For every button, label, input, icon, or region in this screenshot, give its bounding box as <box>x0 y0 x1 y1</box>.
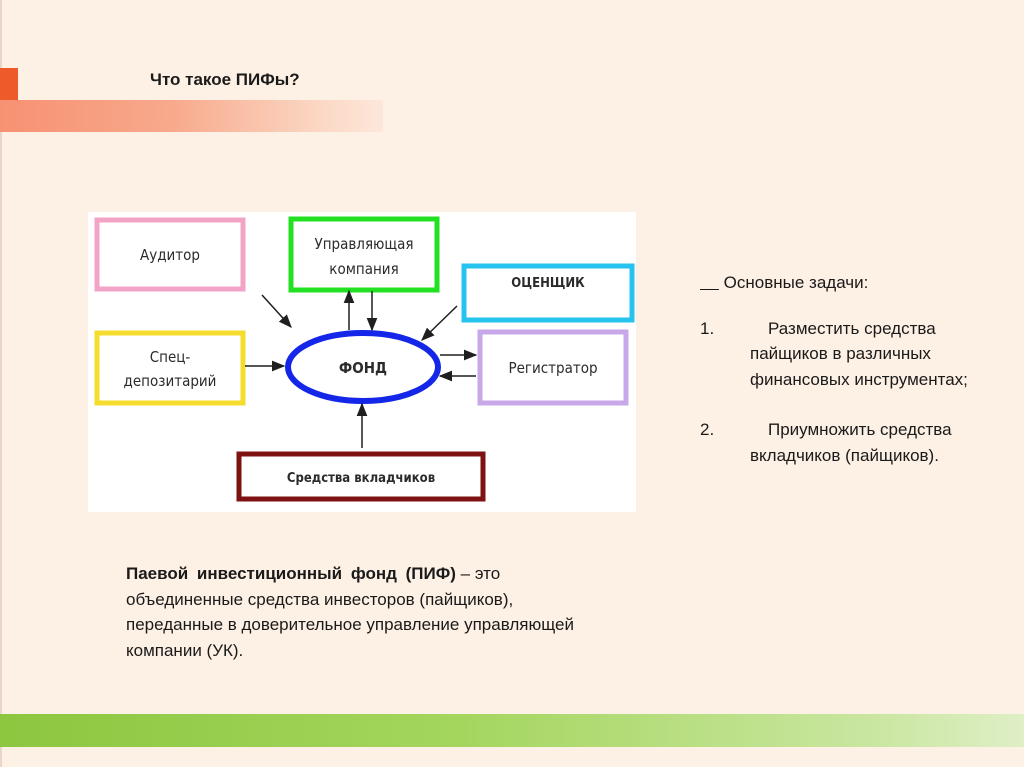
task-item <box>700 316 1010 393</box>
slide-title: Что такое ПИФы? <box>150 70 300 89</box>
task-item <box>700 417 1010 468</box>
node-depositary-box <box>97 333 243 403</box>
node-appraiser-box <box>464 266 632 320</box>
node-fund-label: ФОНД <box>338 359 388 377</box>
node-management-box <box>291 219 437 290</box>
task-text: Приумножить средства вкладчиков (пайщиков). <box>750 420 952 465</box>
tasks-heading <box>700 270 1010 296</box>
node-auditor <box>97 220 243 289</box>
pif-definition <box>126 561 606 663</box>
node-depositary-label-2: депозитарий <box>123 372 217 390</box>
arrow-auditor-to-fund <box>262 295 291 327</box>
node-investor-funds <box>239 454 483 499</box>
node-special-depositary <box>97 333 243 403</box>
footer-band <box>0 714 1024 747</box>
node-registrar <box>480 332 626 403</box>
node-fund <box>288 333 438 401</box>
definition-text: – это объединенные средства инвесторов (пайщиков), переданные в доверительное управление управляющей компании (УК). <box>126 564 574 660</box>
definition-term: Паевой инвестиционный фонд (ПИФ) <box>126 564 456 583</box>
arrow-appraiser-to-fund <box>422 306 457 340</box>
tasks-heading-text: Основные задачи: <box>723 273 869 292</box>
node-management-label-1: Управляющая <box>314 235 414 253</box>
main-tasks-block <box>700 270 1010 493</box>
node-registrar-label: Регистратор <box>508 359 598 377</box>
node-depositary-label-1: Спец- <box>149 348 191 366</box>
node-appraiser-label: ОЦЕНЩИК <box>511 276 585 291</box>
task-text: Разместить средства пайщиков в различных финансовых инструментах; <box>750 318 968 389</box>
node-investor-funds-label: Средства вкладчиков <box>286 471 436 486</box>
node-appraiser <box>464 266 632 320</box>
node-management-company <box>291 219 437 290</box>
task-number: 1. <box>700 318 715 338</box>
heading-underline-lead <box>700 273 719 292</box>
node-auditor-label: Аудитор <box>140 246 200 264</box>
node-management-label-2: компания <box>329 260 399 278</box>
task-number: 2. <box>700 420 715 439</box>
